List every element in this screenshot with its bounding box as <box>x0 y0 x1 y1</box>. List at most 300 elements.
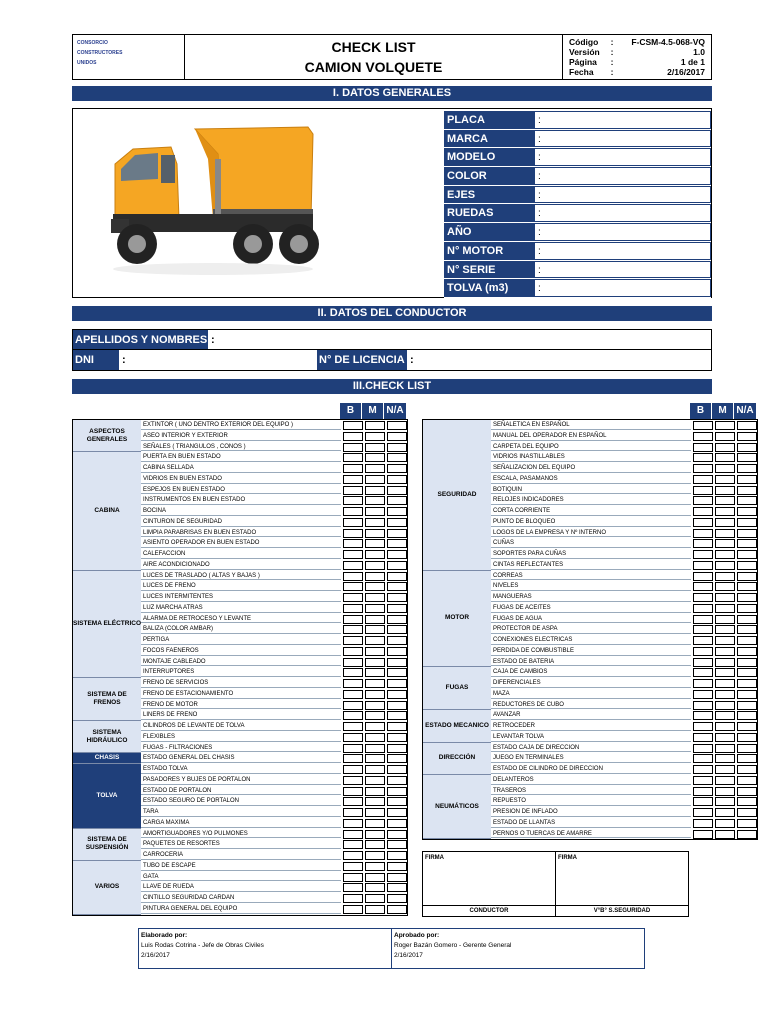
checkbox-b[interactable] <box>343 507 363 516</box>
checkbox-b[interactable] <box>693 582 713 591</box>
checkbox-m[interactable] <box>365 539 385 548</box>
checkbox-b[interactable] <box>343 658 363 667</box>
checkbox-m[interactable] <box>365 701 385 710</box>
checkbox-m[interactable] <box>715 690 735 699</box>
checkbox-b[interactable] <box>693 507 713 516</box>
checkbox-b[interactable] <box>343 754 363 763</box>
checkbox-m[interactable] <box>365 797 385 806</box>
checkbox-na[interactable] <box>737 464 757 473</box>
checkbox-m[interactable] <box>365 464 385 473</box>
checkbox-b[interactable] <box>343 572 363 581</box>
firma-label: FIRMA <box>558 855 577 861</box>
checkbox-m[interactable] <box>715 733 735 742</box>
checkbox-m[interactable] <box>715 421 735 430</box>
checkbox-b[interactable] <box>693 668 713 677</box>
checkbox-na[interactable] <box>387 754 407 763</box>
checkbox-na[interactable] <box>387 604 407 613</box>
checkbox-m[interactable] <box>715 819 735 828</box>
checkbox-b[interactable] <box>693 808 713 817</box>
checkbox-m[interactable] <box>715 475 735 484</box>
vehicle-field-input[interactable] <box>544 279 711 297</box>
title-line-2: CAMION VOLQUETE <box>304 59 443 75</box>
checkbox-b[interactable] <box>343 464 363 473</box>
checkbox-b[interactable] <box>343 443 363 452</box>
checkbox-m[interactable] <box>715 443 735 452</box>
checkbox-na[interactable] <box>737 539 757 548</box>
checkbox-m[interactable] <box>365 830 385 839</box>
checkbox-m[interactable] <box>365 432 385 441</box>
checkbox-na[interactable] <box>387 733 407 742</box>
checkbox-b[interactable] <box>343 432 363 441</box>
checkbox-b[interactable] <box>343 744 363 753</box>
checkbox-m[interactable] <box>365 840 385 849</box>
checkbox-na[interactable] <box>737 787 757 796</box>
checkbox-b[interactable] <box>343 819 363 828</box>
checkbox-m[interactable] <box>365 496 385 505</box>
checkbox-b[interactable] <box>343 862 363 871</box>
checklist-item-label: BALIZA (COLOR AMBAR) <box>141 624 341 634</box>
checkbox-m[interactable] <box>715 518 735 527</box>
checkbox-b[interactable] <box>343 453 363 462</box>
checkbox-m[interactable] <box>715 572 735 581</box>
checkbox-na[interactable] <box>387 883 407 892</box>
checkbox-b[interactable] <box>343 615 363 624</box>
checkbox-m[interactable] <box>365 421 385 430</box>
checkbox-m[interactable] <box>365 658 385 667</box>
checkbox-na[interactable] <box>387 593 407 602</box>
checkbox-m[interactable] <box>365 733 385 742</box>
checkbox-b[interactable] <box>693 453 713 462</box>
checkbox-m[interactable] <box>365 615 385 624</box>
checkbox-na[interactable] <box>737 582 757 591</box>
checkbox-na[interactable] <box>387 615 407 624</box>
checkbox-b[interactable] <box>343 421 363 430</box>
checkbox-b[interactable] <box>693 475 713 484</box>
checkbox-b[interactable] <box>343 496 363 505</box>
checkbox-na[interactable] <box>737 830 757 839</box>
checkbox-na[interactable] <box>387 658 407 667</box>
vehicle-field-row <box>444 279 711 298</box>
checkbox-b[interactable] <box>343 765 363 774</box>
checkbox-m[interactable] <box>715 744 735 753</box>
checkbox-m[interactable] <box>365 862 385 871</box>
checkbox-na[interactable] <box>737 765 757 774</box>
checkbox-na[interactable] <box>387 679 407 688</box>
checkbox-b[interactable] <box>343 797 363 806</box>
checkbox-b[interactable] <box>343 883 363 892</box>
checkbox-na[interactable] <box>387 582 407 591</box>
checkbox-m[interactable] <box>715 754 735 763</box>
checkbox-m[interactable] <box>365 776 385 785</box>
logo-line: UNIDOS <box>77 60 97 66</box>
checklist-group-label: CHASIS <box>73 753 141 764</box>
checkbox-m[interactable] <box>715 464 735 473</box>
checkbox-na[interactable] <box>737 529 757 538</box>
checkbox-b[interactable] <box>343 808 363 817</box>
checkbox-na[interactable] <box>737 636 757 645</box>
checkbox-na[interactable] <box>737 496 757 505</box>
vehicle-field-row <box>444 242 711 261</box>
checkbox-m[interactable] <box>365 561 385 570</box>
checkbox-na[interactable] <box>387 539 407 548</box>
vehicle-field-input[interactable] <box>544 261 711 279</box>
checkbox-b[interactable] <box>693 572 713 581</box>
checkbox-m[interactable] <box>365 625 385 634</box>
checkbox-m[interactable] <box>715 593 735 602</box>
checkbox-na[interactable] <box>737 475 757 484</box>
vehicle-field-input[interactable] <box>544 111 711 129</box>
checkbox-na[interactable] <box>387 873 407 882</box>
checkbox-na[interactable] <box>387 787 407 796</box>
checkbox-m[interactable] <box>715 496 735 505</box>
checkbox-na[interactable] <box>737 668 757 677</box>
checkbox-na[interactable] <box>387 550 407 559</box>
checkbox-b[interactable] <box>693 636 713 645</box>
colon: : <box>534 261 544 279</box>
checkbox-m[interactable] <box>715 765 735 774</box>
checkbox-m[interactable] <box>365 883 385 892</box>
checkbox-na[interactable] <box>387 776 407 785</box>
checkbox-b[interactable] <box>693 711 713 720</box>
checkbox-m[interactable] <box>715 701 735 710</box>
checkbox-b[interactable] <box>343 593 363 602</box>
conductor-signature[interactable] <box>423 852 555 916</box>
safety-signature[interactable] <box>555 852 688 916</box>
checkbox-m[interactable] <box>365 690 385 699</box>
checkbox-na[interactable] <box>387 464 407 473</box>
checkbox-b[interactable] <box>693 690 713 699</box>
checkbox-na[interactable] <box>387 518 407 527</box>
checkbox-na[interactable] <box>737 625 757 634</box>
checkbox-m[interactable] <box>365 507 385 516</box>
checkbox-b[interactable] <box>343 625 363 634</box>
checkbox-b[interactable] <box>693 593 713 602</box>
checkbox-b[interactable] <box>343 840 363 849</box>
checkbox-na[interactable] <box>737 690 757 699</box>
colon: : <box>122 354 126 366</box>
checkbox-m[interactable] <box>715 830 735 839</box>
checkbox-m[interactable] <box>715 679 735 688</box>
checkbox-na[interactable] <box>387 744 407 753</box>
checkbox-m[interactable] <box>365 647 385 656</box>
checkbox-m[interactable] <box>365 819 385 828</box>
checkbox-na[interactable] <box>387 625 407 634</box>
checkbox-m[interactable] <box>365 668 385 677</box>
checkbox-m[interactable] <box>715 582 735 591</box>
checkbox-na[interactable] <box>387 529 407 538</box>
license-field[interactable] <box>417 350 711 370</box>
driver-id-row <box>73 350 711 370</box>
checkbox-m[interactable] <box>715 722 735 731</box>
checkbox-na[interactable] <box>737 819 757 828</box>
checkbox-m[interactable] <box>715 797 735 806</box>
checkbox-na[interactable] <box>737 701 757 710</box>
checkbox-b[interactable] <box>343 787 363 796</box>
checkbox-b[interactable] <box>693 443 713 452</box>
checkbox-b[interactable] <box>693 486 713 495</box>
checkbox-na[interactable] <box>737 711 757 720</box>
checkbox-b[interactable] <box>693 529 713 538</box>
checkbox-na[interactable] <box>387 572 407 581</box>
checkbox-m[interactable] <box>365 443 385 452</box>
checkbox-b[interactable] <box>693 733 713 742</box>
checkbox-na[interactable] <box>387 443 407 452</box>
checkbox-m[interactable] <box>365 905 385 914</box>
checkbox-m[interactable] <box>715 604 735 613</box>
checkbox-m[interactable] <box>365 754 385 763</box>
checkbox-na[interactable] <box>737 453 757 462</box>
checkbox-na[interactable] <box>387 765 407 774</box>
checkbox-na[interactable] <box>737 679 757 688</box>
checkbox-na[interactable] <box>737 722 757 731</box>
checkbox-b[interactable] <box>693 819 713 828</box>
checkbox-na[interactable] <box>737 615 757 624</box>
checkbox-b[interactable] <box>693 518 713 527</box>
checkbox-na[interactable] <box>387 808 407 817</box>
checkbox-m[interactable] <box>715 507 735 516</box>
checkbox-b[interactable] <box>693 539 713 548</box>
checkbox-na[interactable] <box>387 421 407 430</box>
checkbox-b[interactable] <box>343 776 363 785</box>
checklist-item-label: TRASEROS <box>491 786 691 796</box>
checkbox-b[interactable] <box>693 496 713 505</box>
checkbox-na[interactable] <box>387 840 407 849</box>
checkbox-na[interactable] <box>737 776 757 785</box>
checkbox-m[interactable] <box>365 787 385 796</box>
checkbox-m[interactable] <box>715 668 735 677</box>
checkbox-b[interactable] <box>693 604 713 613</box>
checkbox-b[interactable] <box>343 722 363 731</box>
checkbox-na[interactable] <box>387 561 407 570</box>
checkbox-na[interactable] <box>387 690 407 699</box>
checkbox-na[interactable] <box>387 701 407 710</box>
checkbox-b[interactable] <box>693 701 713 710</box>
section-datos-generales: I. DATOS GENERALES <box>72 86 712 101</box>
checklist-item-label: PERTIGA <box>141 635 341 645</box>
checkbox-m[interactable] <box>365 636 385 645</box>
checklist-group-label: DIRECCIÓN <box>423 743 491 775</box>
checkbox-m[interactable] <box>365 711 385 720</box>
checkbox-na[interactable] <box>387 905 407 914</box>
checkbox-b[interactable] <box>693 679 713 688</box>
col-header: M <box>712 403 733 419</box>
checkbox-b[interactable] <box>693 754 713 763</box>
checkbox-b[interactable] <box>693 722 713 731</box>
vehicle-field-input[interactable] <box>544 130 711 148</box>
checkbox-m[interactable] <box>365 808 385 817</box>
checkbox-m[interactable] <box>715 808 735 817</box>
checkbox-m[interactable] <box>715 550 735 559</box>
checklist-group-label: ASPECTOS GENERALES <box>73 420 141 452</box>
checkbox-b[interactable] <box>343 711 363 720</box>
logo-line: CONSTRUCTORES <box>77 50 123 56</box>
checkbox-na[interactable] <box>387 453 407 462</box>
vehicle-field-label: MARCA <box>444 130 534 148</box>
checkbox-na[interactable] <box>387 830 407 839</box>
checkbox-b[interactable] <box>343 486 363 495</box>
checkbox-m[interactable] <box>365 582 385 591</box>
checkbox-b[interactable] <box>343 475 363 484</box>
checkbox-b[interactable] <box>693 647 713 656</box>
checkbox-m[interactable] <box>365 679 385 688</box>
vehicle-field-row <box>444 261 711 280</box>
checkbox-m[interactable] <box>715 561 735 570</box>
vehicle-field-input[interactable] <box>544 242 711 260</box>
checkbox-na[interactable] <box>387 894 407 903</box>
checkbox-b[interactable] <box>693 776 713 785</box>
vehicle-field-row <box>444 148 711 167</box>
checkbox-na[interactable] <box>737 593 757 602</box>
checkbox-b[interactable] <box>693 830 713 839</box>
checkbox-m[interactable] <box>365 486 385 495</box>
checklist-item-label: SEÑALETICA EN ESPAÑOL <box>491 420 691 430</box>
checkbox-m[interactable] <box>715 647 735 656</box>
checkbox-na[interactable] <box>737 808 757 817</box>
checkbox-na[interactable] <box>737 421 757 430</box>
checkbox-m[interactable] <box>715 615 735 624</box>
checkbox-m[interactable] <box>365 873 385 882</box>
checkbox-na[interactable] <box>387 797 407 806</box>
checkbox-m[interactable] <box>365 593 385 602</box>
checkbox-na[interactable] <box>387 819 407 828</box>
checkbox-m[interactable] <box>365 453 385 462</box>
checklist-item-label: ESTADO GENERAL DEL CHASIS <box>141 753 341 763</box>
checkbox-b[interactable] <box>343 636 363 645</box>
checklist-group-label: SISTEMA HIDRÁULICO <box>73 721 141 753</box>
checkbox-na[interactable] <box>737 572 757 581</box>
checkbox-na[interactable] <box>737 604 757 613</box>
checkbox-na[interactable] <box>387 862 407 871</box>
vehicle-field-input[interactable] <box>544 186 711 204</box>
checkbox-m[interactable] <box>365 722 385 731</box>
checkbox-na[interactable] <box>737 486 757 495</box>
checkbox-b[interactable] <box>343 851 363 860</box>
vehicle-field-input[interactable] <box>544 204 711 222</box>
checkbox-b[interactable] <box>693 550 713 559</box>
checkbox-na[interactable] <box>737 550 757 559</box>
checkbox-b[interactable] <box>693 561 713 570</box>
checkbox-na[interactable] <box>387 475 407 484</box>
checkbox-na[interactable] <box>387 496 407 505</box>
checkbox-m[interactable] <box>715 453 735 462</box>
driver-name-field[interactable] <box>218 330 711 349</box>
checkbox-na[interactable] <box>737 507 757 516</box>
checkbox-b[interactable] <box>343 604 363 613</box>
vehicle-field-input[interactable] <box>544 223 711 241</box>
checkbox-b[interactable] <box>693 615 713 624</box>
checkbox-m[interactable] <box>715 787 735 796</box>
vehicle-field-input[interactable] <box>544 148 711 166</box>
meta-value: 1.0 <box>693 47 705 57</box>
checkbox-na[interactable] <box>737 432 757 441</box>
checkbox-m[interactable] <box>365 572 385 581</box>
checkbox-na[interactable] <box>387 851 407 860</box>
checklist-table <box>72 419 408 916</box>
checkbox-na[interactable] <box>737 443 757 452</box>
checkbox-m[interactable] <box>365 529 385 538</box>
checkbox-b[interactable] <box>343 668 363 677</box>
checkbox-b[interactable] <box>343 690 363 699</box>
checkbox-m[interactable] <box>365 744 385 753</box>
vehicle-field-input[interactable] <box>544 167 711 185</box>
checkbox-m[interactable] <box>365 518 385 527</box>
checkbox-b[interactable] <box>343 701 363 710</box>
checkbox-b[interactable] <box>343 905 363 914</box>
dni-field[interactable] <box>129 350 317 370</box>
checkbox-b[interactable] <box>343 539 363 548</box>
checkbox-b[interactable] <box>693 787 713 796</box>
checkbox-m[interactable] <box>365 894 385 903</box>
checkbox-m[interactable] <box>365 851 385 860</box>
checkbox-na[interactable] <box>387 647 407 656</box>
checkbox-b[interactable] <box>343 518 363 527</box>
checkbox-na[interactable] <box>737 797 757 806</box>
checkbox-b[interactable] <box>343 529 363 538</box>
checkbox-m[interactable] <box>715 432 735 441</box>
checkbox-na[interactable] <box>387 636 407 645</box>
checkbox-na[interactable] <box>387 507 407 516</box>
checkbox-b[interactable] <box>343 550 363 559</box>
conductor-label: CONDUCTOR <box>423 905 555 914</box>
checkbox-b[interactable] <box>693 421 713 430</box>
checkbox-m[interactable] <box>715 529 735 538</box>
checkbox-m[interactable] <box>715 636 735 645</box>
checkbox-m[interactable] <box>365 765 385 774</box>
checkbox-m[interactable] <box>715 625 735 634</box>
checkbox-m[interactable] <box>715 711 735 720</box>
checkbox-m[interactable] <box>715 486 735 495</box>
checkbox-na[interactable] <box>387 486 407 495</box>
checkbox-b[interactable] <box>693 744 713 753</box>
checkbox-m[interactable] <box>715 776 735 785</box>
checkbox-m[interactable] <box>365 604 385 613</box>
checkbox-b[interactable] <box>343 873 363 882</box>
checkbox-m[interactable] <box>365 550 385 559</box>
checkbox-na[interactable] <box>737 733 757 742</box>
checkbox-b[interactable] <box>693 658 713 667</box>
checkbox-b[interactable] <box>343 561 363 570</box>
checkbox-na[interactable] <box>737 518 757 527</box>
checkbox-b[interactable] <box>343 679 363 688</box>
checkbox-b[interactable] <box>343 830 363 839</box>
checkbox-na[interactable] <box>387 722 407 731</box>
checkbox-b[interactable] <box>693 797 713 806</box>
checklist-item-label: LLAVE DE RUEDA <box>141 882 341 892</box>
checkbox-b[interactable] <box>343 733 363 742</box>
checkbox-b[interactable] <box>343 894 363 903</box>
checkbox-m[interactable] <box>715 658 735 667</box>
checklist-group-label: SEGURIDAD <box>423 420 491 571</box>
checkbox-na[interactable] <box>387 432 407 441</box>
approval-footer <box>138 928 645 969</box>
checkbox-b[interactable] <box>693 625 713 634</box>
checkbox-na[interactable] <box>737 561 757 570</box>
checkbox-m[interactable] <box>715 539 735 548</box>
checkbox-na[interactable] <box>737 647 757 656</box>
checkbox-b[interactable] <box>693 765 713 774</box>
checkbox-na[interactable] <box>387 711 407 720</box>
checkbox-b[interactable] <box>343 582 363 591</box>
checkbox-na[interactable] <box>737 658 757 667</box>
checkbox-m[interactable] <box>365 475 385 484</box>
vb-label: V°B° S.SEGURIDAD <box>556 905 688 914</box>
checkbox-na[interactable] <box>387 668 407 677</box>
checkbox-b[interactable] <box>693 464 713 473</box>
checkbox-b[interactable] <box>343 647 363 656</box>
checkbox-b[interactable] <box>693 432 713 441</box>
checkbox-na[interactable] <box>737 754 757 763</box>
checkbox-na[interactable] <box>737 744 757 753</box>
